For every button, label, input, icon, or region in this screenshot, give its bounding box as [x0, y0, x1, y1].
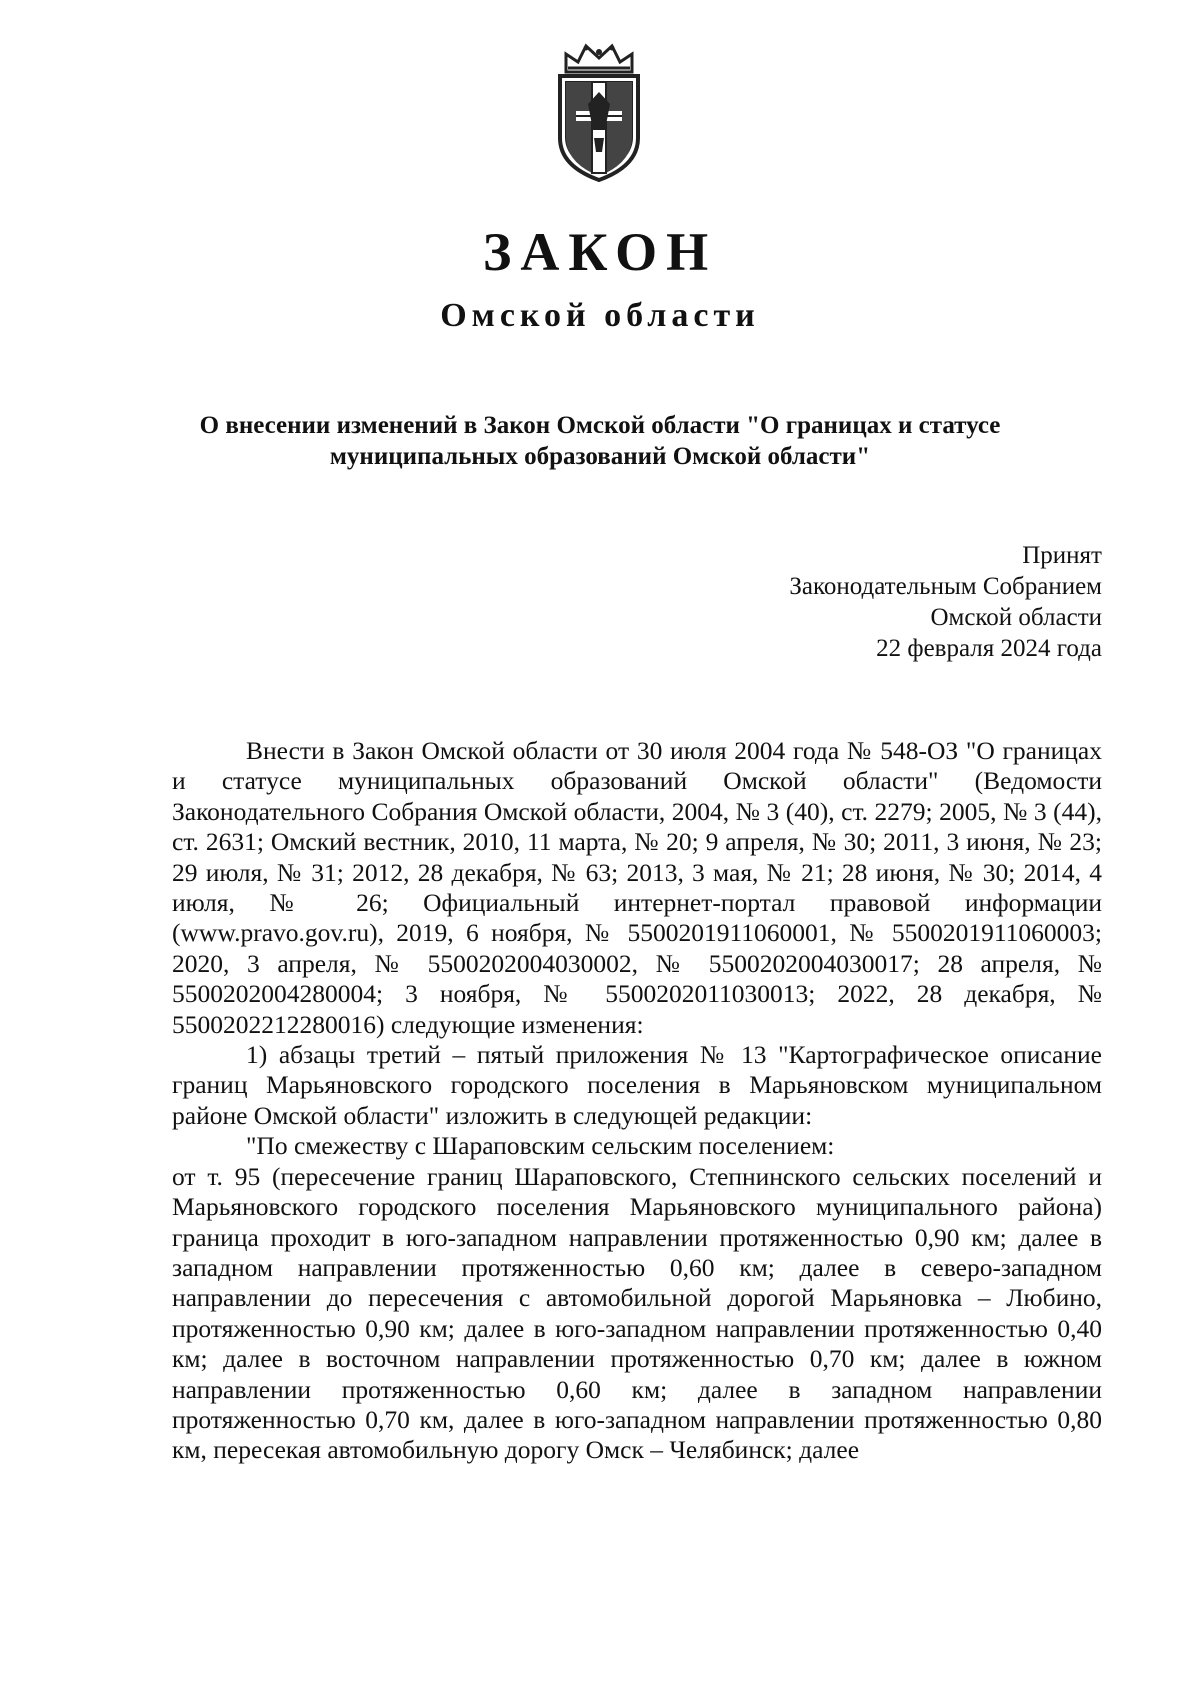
adoption-line: Законодательным Собранием	[789, 573, 1102, 600]
body-paragraph: 1) абзацы третий – пятый приложения № 13 "Картографическое описание границ Марьяновского городского поселения в Марьяновском муниципальном районе Омской области" изложить в следующей редакции:	[172, 1040, 1102, 1130]
coat-of-arms-icon	[552, 42, 646, 184]
adoption-line: Омской области	[930, 604, 1102, 631]
body-paragraph: Внести в Закон Омской области от 30 июля 2004 года № 548-ОЗ "О границах и статусе муниципальных образований Омской области" (Ведомости Законодательного Собрания Омской области, 2004, № 3 (40), ст. 2279; 2005, № 3 (44), ст. 2631; Омский вестник, 2010, 11 марта, № 20; 9 апреля, № 30; 2011, 3 июня, № 23; 29 июля, № 31; 2012, 28 декабря, № 63; 2013, 3 мая, № 21; 28 июня, № 30; 2014, 4 июля, № 26; Официальный интернет-портал правовой информации (www.pravo.gov.ru), 2019, 6 ноября, № 5500201911060001, № 5500201911060003; 2020, 3 апреля, № 5500202004030002, № 5500202004030017; 28 апреля, № 5500202004280004; 3 ноября, № 5500202011030013; 2022, 28 декабря, № 5500202212280016) следующие изменения:	[172, 736, 1102, 1039]
adoption-block	[789, 540, 1102, 664]
law-body	[172, 736, 1102, 1466]
body-paragraph: от т. 95 (пересечение границ Шараповского, Степнинского сельских поселений и Марьяновского городского поселения Марьяновского муниципального района) граница проходит в юго-западном направлении протяженностью 0,90 км; далее в западном направлении протяженностью 0,60 км; далее в северо-западном направлении до пересечения с автомобильной дорогой Марьяновка – Любино, протяженностью 0,90 км; далее в юго-западном направлении протяженностью 0,40 км; далее в восточном направлении протяженностью 0,70 км; далее в южном направлении протяженностью 0,60 км; далее в западном направлении протяженностью 0,70 км, далее в юго-западном направлении протяженностью 0,80 км, пересекая автомобильную дорогу Омск – Челябинск; далее	[172, 1161, 1102, 1465]
adoption-date: 22 февраля 2024 года	[876, 635, 1102, 662]
law-region: Омской области	[440, 297, 760, 334]
adoption-line: Принят	[1022, 542, 1102, 569]
body-paragraph: "По смежеству с Шараповским сельским поселением:	[246, 1131, 835, 1161]
law-subject: О внесении изменений в Закон Омской области "О границах и статусе муниципальных образований Омской области"	[199, 412, 1001, 470]
law-title: ЗАКОН	[482, 222, 718, 282]
